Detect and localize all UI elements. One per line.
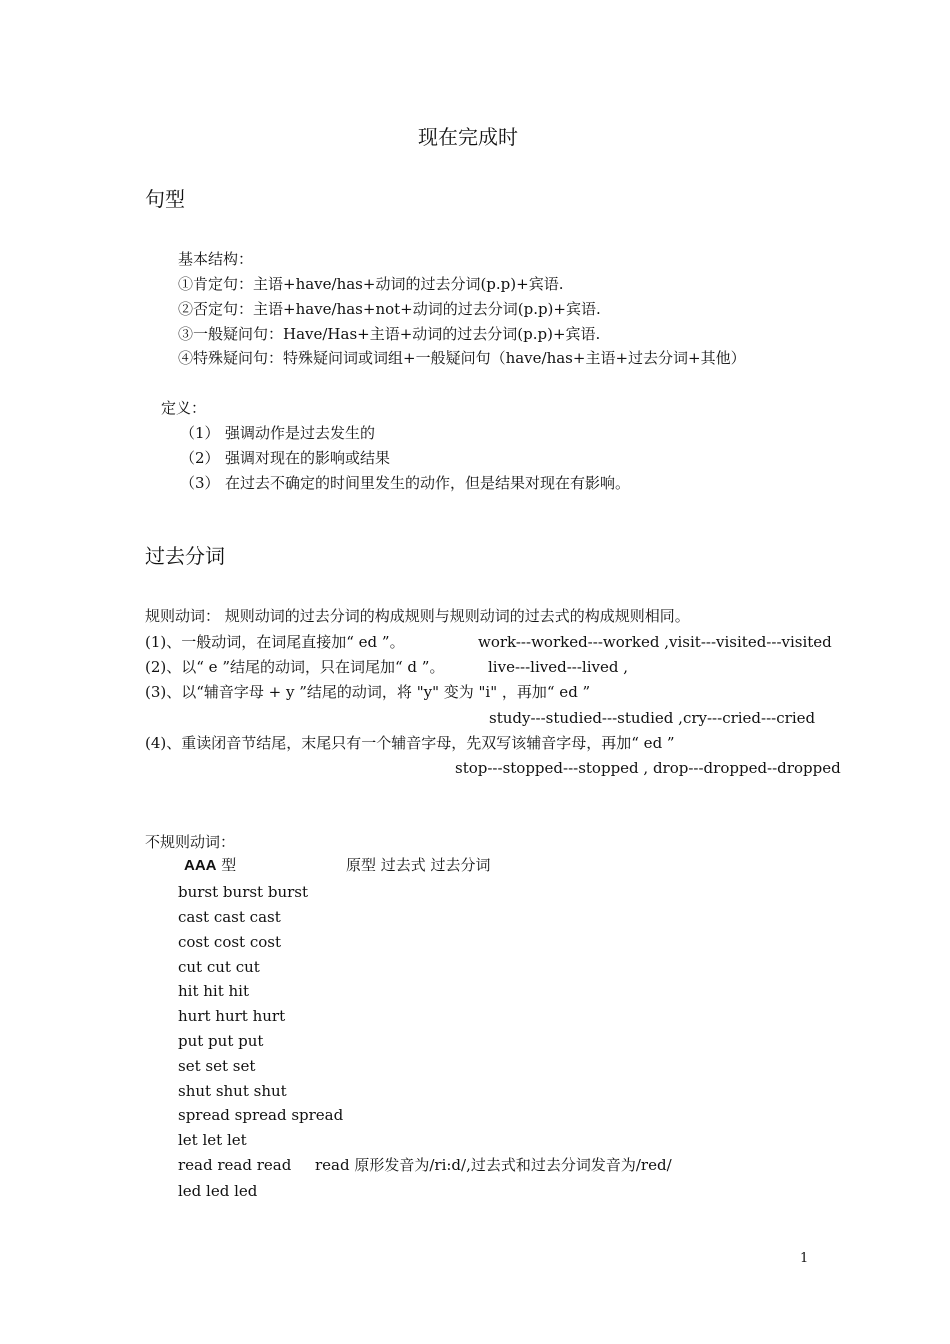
section-heading-sentence-pattern: 句型 [145, 187, 185, 211]
verb-row: led led led [178, 1182, 258, 1200]
verb-row: put put put [178, 1032, 264, 1050]
verb-row: hit hit hit [178, 982, 249, 1000]
rule-2-example: live---lived---lived , [488, 658, 628, 676]
definition-number: （2） [180, 449, 220, 467]
structure-general-question: ③一般疑问句：Have/Has+主语+动词的过去分词(p.p)+宾语. [178, 325, 601, 343]
definition-number: （3） [180, 474, 220, 492]
rule-4: (4)、重读闭音节结尾，末尾只有一个辅音字母，先双写该辅音字母，再加“ ed ” [145, 734, 675, 752]
verb-row: cost cost cost [178, 933, 282, 951]
rule-4-example: stop---stopped---stopped , drop---dropped--dropped [455, 759, 841, 777]
rule-3: (3)、以“辅音字母 + y ”结尾的动词，将 "y" 变为 "i" ，再加“ ed ” [145, 683, 591, 701]
rule-1-example: work---worked---worked ,visit---visited---visited [478, 633, 832, 651]
verb-row: hurt hurt hurt [178, 1007, 286, 1025]
aaa-label: AAA [184, 857, 217, 874]
verb-row: set set set [178, 1057, 256, 1075]
verb-row: cast cast cast [178, 908, 281, 926]
definition-number: （1） [180, 424, 220, 442]
aaa-type-suffix: 型 [221, 856, 237, 874]
rule-1: (1)、一般动词，在词尾直接加“ ed ”。 [145, 633, 405, 651]
structure-affirmative: ①肯定句：主语+have/has+动词的过去分词(p.p)+宾语. [178, 275, 564, 293]
read-pronunciation-note: read 原形发音为/ri:d/,过去式和过去分词发音为/red/ [315, 1156, 672, 1174]
page-title: 现在完成时 [418, 125, 518, 149]
verb-row: read read read [178, 1156, 292, 1174]
columns-header: 原型 过去式 过去分词 [346, 856, 491, 874]
verb-row: let let let [178, 1131, 247, 1149]
section-heading-past-participle: 过去分词 [145, 544, 225, 568]
structure-negative: ②否定句：主语+have/has+not+动词的过去分词(p.p)+宾语. [178, 300, 601, 318]
irregular-verbs-label: 不规则动词： [145, 833, 236, 851]
structure-special-question: ④特殊疑问句：特殊疑问词或词组+一般疑问句（have/has+主语+过去分词+其他） [178, 349, 746, 367]
definition-label: 定义： [161, 399, 207, 417]
definition-text: 强调动作是过去发生的 [225, 424, 376, 442]
definition-text: 在过去不确定的时间里发生的动作，但是结果对现在有影响。 [225, 474, 631, 492]
rule-3-example: study---studied---studied ,cry---cried---cried [489, 709, 816, 727]
verb-row: cut cut cut [178, 958, 260, 976]
verb-row: shut shut shut [178, 1082, 287, 1100]
rule-2: (2)、以“ e ”结尾的动词，只在词尾加“ d ”。 [145, 658, 445, 676]
definition-text: 强调对现在的影响或结果 [225, 449, 391, 467]
verb-row: burst burst burst [178, 883, 309, 901]
aaa-type-label [184, 856, 236, 875]
verb-row: spread spread spread [178, 1106, 344, 1124]
structure-label: 基本结构： [178, 250, 254, 268]
regular-verbs-intro: 规则动词： 规则动词的过去分词的构成规则与规则动词的过去式的构成规则相同。 [145, 607, 690, 625]
page-number: 1 [800, 1251, 809, 1266]
